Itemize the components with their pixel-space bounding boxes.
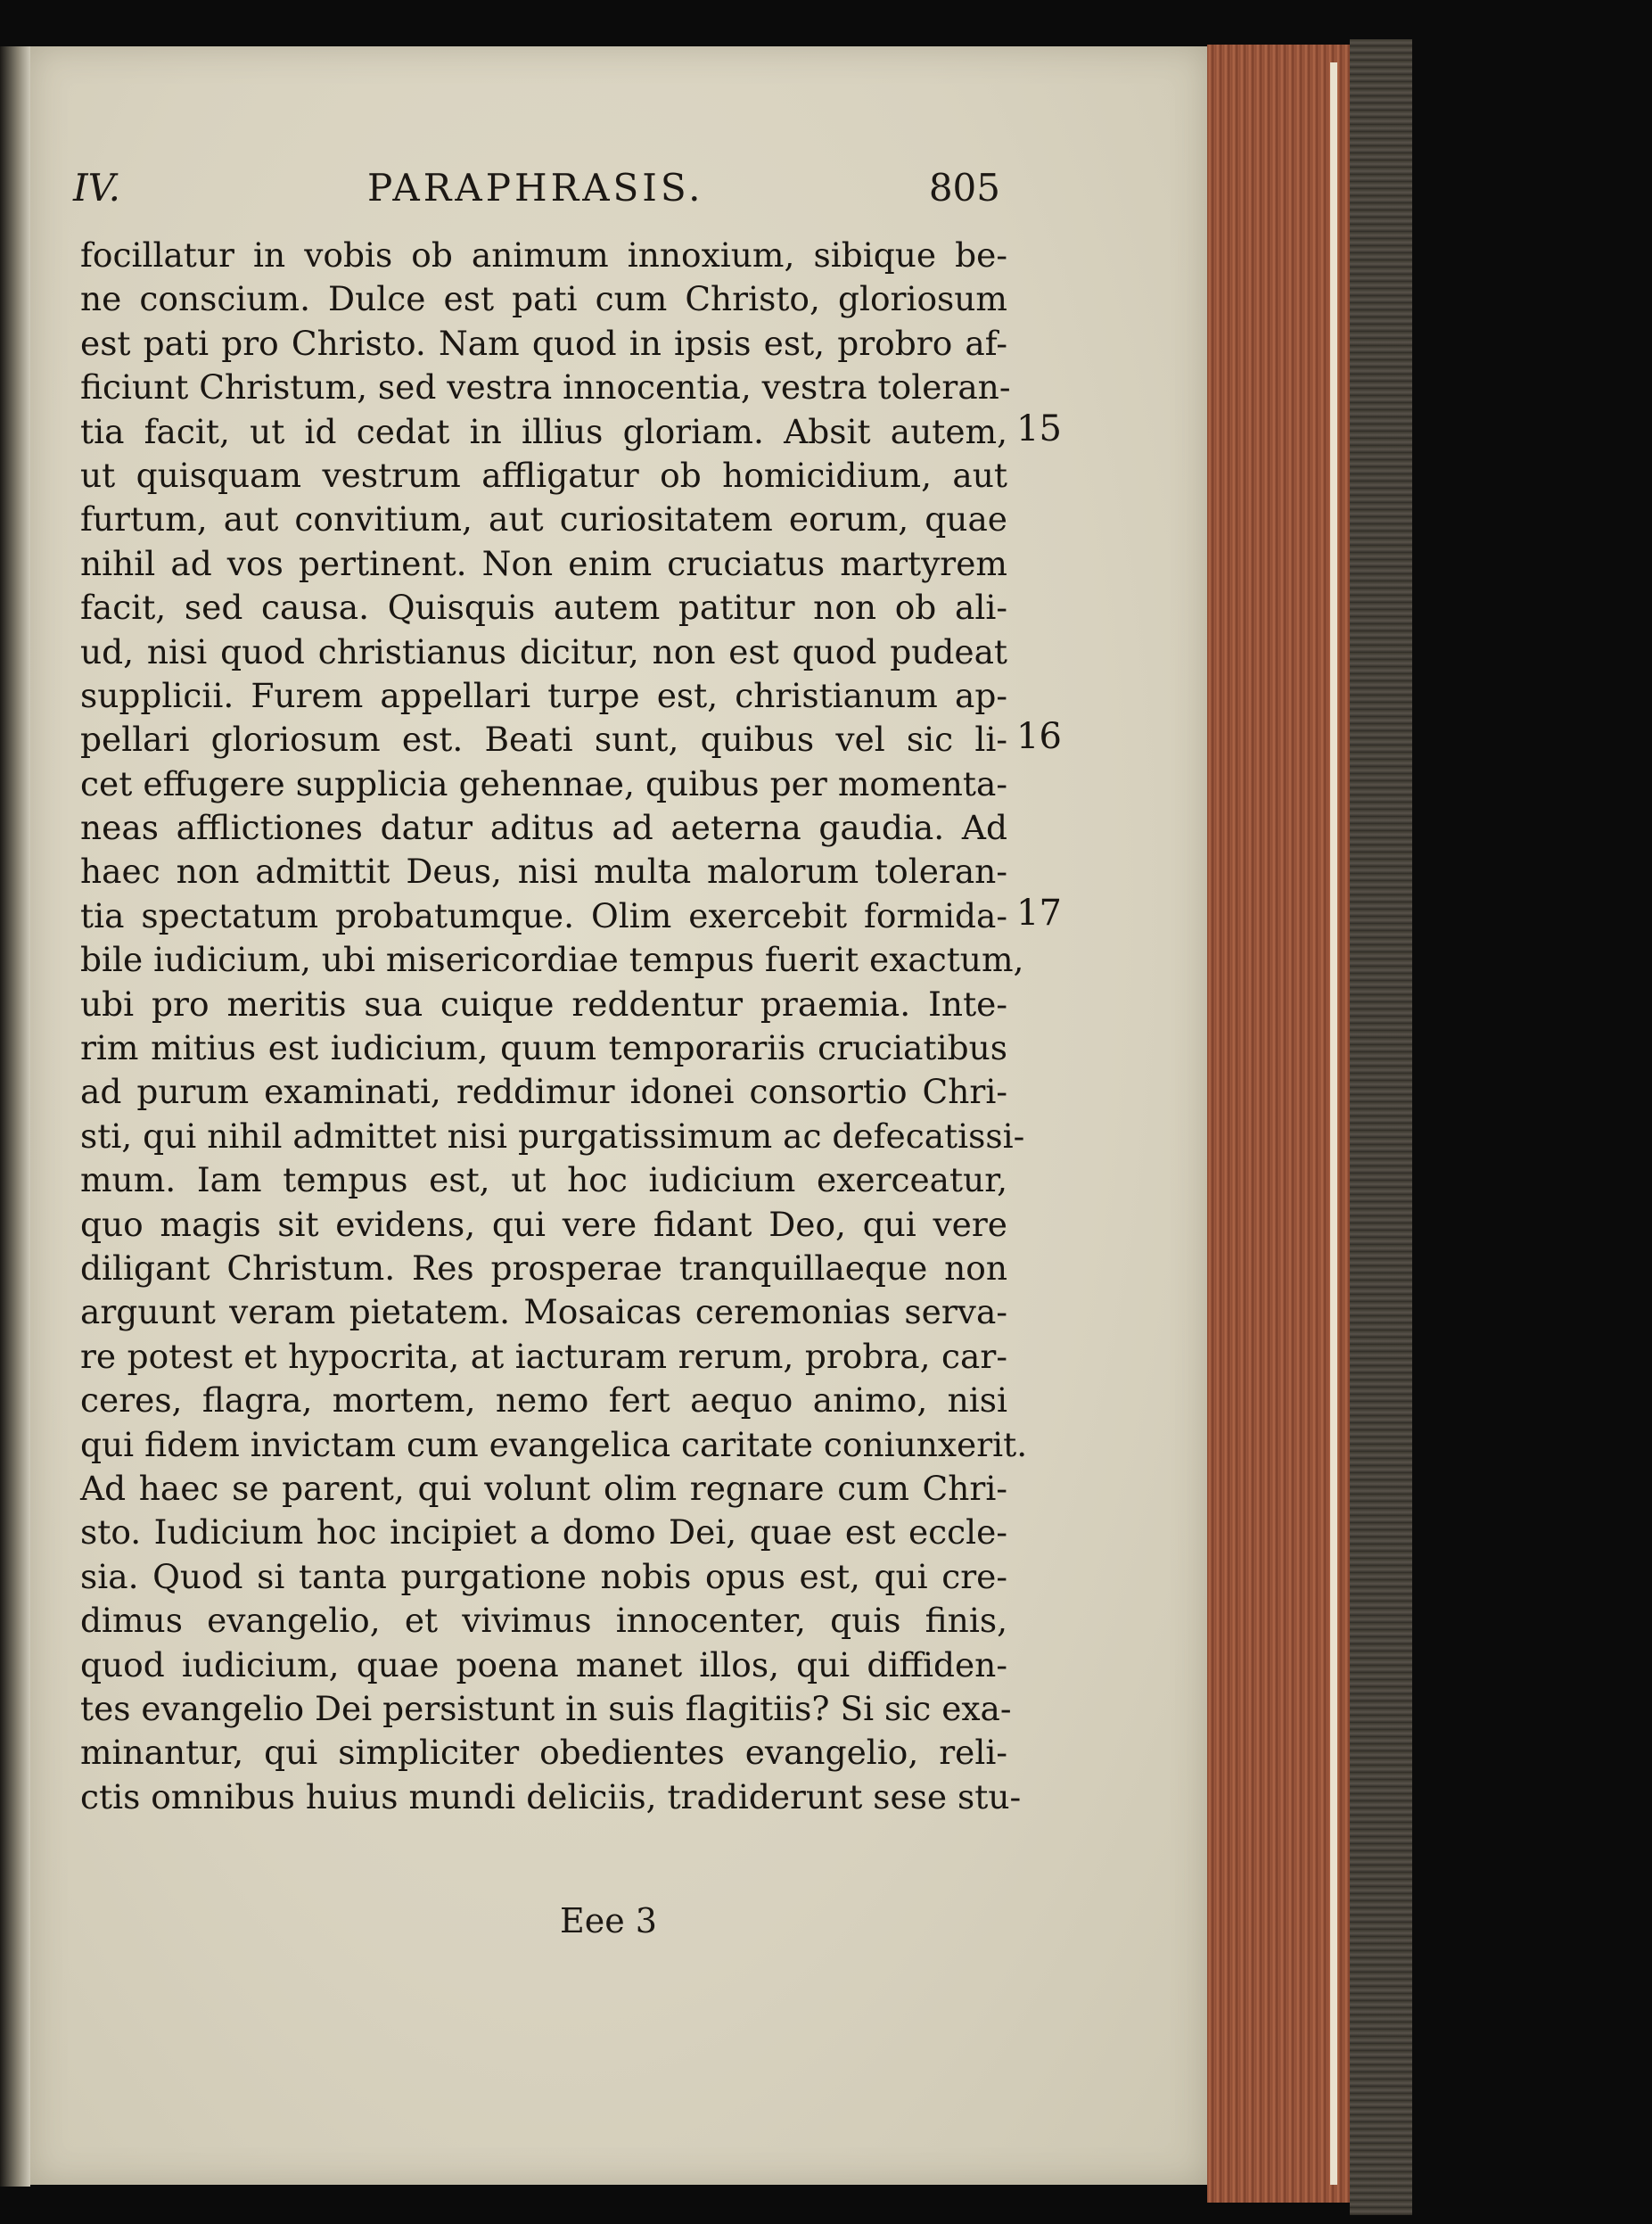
text-line: sti, qui nihil admittet nisi purgatissimum ac defecatissi- <box>80 1116 1025 1156</box>
text-line: quo magis sit evidens, qui vere fidant Deo, qui vere <box>80 1204 1007 1244</box>
text-line: ud, nisi quod christianus dicitur, non est quod pudeat <box>80 631 1007 671</box>
text-line: ut quisquam vestrum affligatur ob homicidium, aut <box>80 455 1007 495</box>
text-line: pellari gloriosum est. Beati sunt, quibus vel sic li- <box>80 720 1007 760</box>
text-line: sto. Iudicium hoc incipiet a domo Dei, quae est eccle- <box>80 1512 1007 1553</box>
text-line: facit, sed causa. Quisquis autem patitur non ob ali- <box>80 588 1007 628</box>
text-line: ubi pro meritis sua cuique reddentur praemia. Inte- <box>80 984 1007 1024</box>
text-line: nihil ad vos pertinent. Non enim cruciatus martyrem <box>80 543 1007 583</box>
text-line: furtum, aut convitium, aut curiositatem eorum, quae <box>80 499 1007 540</box>
text-line: sia. Quod si tanta purgatione nobis opus est, qui cre- <box>80 1556 1007 1596</box>
text-line: quod iudicium, quae poena manet illos, qui diffiden- <box>80 1644 1007 1684</box>
text-line: tia facit, ut id cedat in illius gloriam. Absit autem, <box>80 411 1007 451</box>
body-text <box>80 234 1028 1819</box>
facing-page-edge <box>0 46 30 2187</box>
text-line: focillatur in vobis ob animum innoxium, sibique be- <box>80 235 1007 275</box>
text-line: tia spectatum probatumque. Olim exercebit formida- <box>80 895 1007 935</box>
text-line: mum. Iam tempus est, ut hoc iudicium exerceatur, <box>80 1160 1007 1200</box>
text-line: tes evangelio Dei persistunt in suis flagitiis? Si sic exa- <box>80 1688 1012 1728</box>
text-line: haec non admittit Deus, nisi multa malorum toleran- <box>80 852 1007 892</box>
text-line: ne conscium. Dulce est pati cum Christo, gloriosum <box>80 279 1007 319</box>
text-line: ad purum examinati, reddimur idonei consortio Chri- <box>80 1072 1007 1112</box>
text-line: ctis omnibus huius mundi deliciis, tradiderunt sese stu- <box>80 1776 1022 1816</box>
text-line: qui fidem invictam cum evangelica caritate coniunxerit. <box>80 1424 1028 1464</box>
text-line: supplicii. Furem appellari turpe est, christianum ap- <box>80 675 1007 715</box>
verse-number: 15 <box>1016 408 1062 449</box>
verse-number: 16 <box>1016 716 1062 758</box>
text-line: cet effugere supplicia gehennae, quibus per momenta- <box>80 763 1007 803</box>
chapter-label: IV. <box>73 166 120 210</box>
text-line: Ad haec se parent, qui volunt olim regnare cum Chri- <box>80 1468 1007 1508</box>
text-line: minantur, qui simpliciter obedientes evangelio, reli- <box>80 1733 1007 1773</box>
text-line: diligant Christum. Res prosperae tranquillaeque non <box>80 1248 1007 1288</box>
text-line: rim mitius est iudicium, quum temporariis cruciatibus <box>80 1028 1007 1068</box>
text-line: ceres, flagra, mortem, nemo fert aequo animo, nisi <box>80 1380 1007 1421</box>
text-line: bile iudicium, ubi misericordiae tempus fuerit exactum, <box>80 940 1024 980</box>
running-header <box>73 166 1000 223</box>
verse-number: 17 <box>1016 893 1062 934</box>
text-line: arguunt veram pietatem. Mosaicas ceremonias serva- <box>80 1292 1007 1332</box>
page-fore-edge <box>1207 45 1350 2203</box>
page-number: 805 <box>928 166 1000 210</box>
text-line: re potest et hypocrita, at iacturam rerum, probra, car- <box>80 1336 1007 1376</box>
text-line: dimus evangelio, et vivimus innocenter, quis finis, <box>80 1601 1007 1641</box>
running-title: PARAPHRASIS. <box>367 166 704 210</box>
signature-mark: Eee 3 <box>560 1901 657 1940</box>
text-line: neas afflictiones datur aditus ad aeterna gaudia. Ad <box>80 808 1007 848</box>
text-line: ficiunt Christum, sed vestra innocentia, vestra toleran- <box>80 367 1011 408</box>
book-cover-board <box>1350 39 1412 2215</box>
text-line: est pati pro Christo. Nam quod in ipsis est, probro af- <box>80 323 1007 363</box>
